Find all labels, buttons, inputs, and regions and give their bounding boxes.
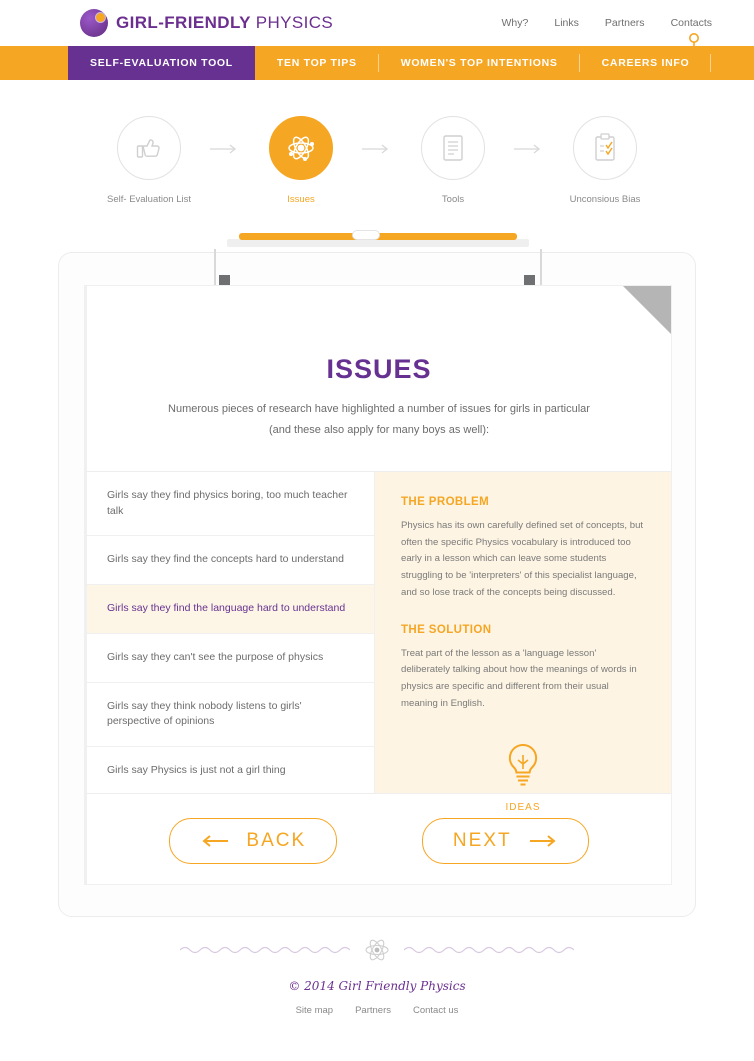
nav-tab-self-evaluation-tool[interactable]: SELF-EVALUATION TOOL xyxy=(68,46,255,80)
issues-panels xyxy=(87,471,671,813)
intro-text xyxy=(87,399,671,441)
intro-line-1: Numerous pieces of research have highlighted a number of issues for girls in particular xyxy=(168,403,590,415)
footer-link-partners[interactable]: Partners xyxy=(355,1005,391,1016)
solution-text: Treat part of the lesson as a 'language lesson' deliberately talking about how the meanings of words in physics are specific and different from their usual meaning in English. xyxy=(401,647,637,710)
nav-tab-womens-top-intentions[interactable]: WOMEN'S TOP INTENTIONS xyxy=(379,46,580,80)
atom-icon xyxy=(284,131,318,165)
nav-tab-careers-info[interactable]: CAREERS INFO xyxy=(580,46,712,80)
atom-icon xyxy=(360,935,394,965)
arrow-right-icon xyxy=(528,834,558,848)
document-icon xyxy=(439,132,467,164)
copyright-text: © 2014 Girl Friendly Physics xyxy=(288,979,466,993)
stick-figure-icon xyxy=(682,32,706,80)
footer-ornament xyxy=(0,935,754,965)
list-item-selected[interactable]: Girls say they find the language hard to understand xyxy=(87,585,374,634)
step-arrow-1 xyxy=(203,116,247,154)
thumbs-up-icon xyxy=(134,133,164,163)
atom-logo-icon xyxy=(80,9,108,37)
step-label-1: Self- Evaluation List xyxy=(107,194,191,205)
footer-link-site-map[interactable]: Site map xyxy=(295,1005,334,1016)
tool-panel xyxy=(58,252,696,917)
problem-text: Physics has its own carefully defined set of concepts, but often the specific Physics vocabulary is introduced too early in a lesson which can leave some students struggling to be 'interpreters' of this specialist language, and so lose track of the concepts being discussed. xyxy=(401,519,644,598)
progress-stepper xyxy=(0,80,754,205)
arrow-left-icon xyxy=(200,834,230,848)
step-label-2: Issues xyxy=(287,194,315,205)
problem-heading: THE PROBLEM xyxy=(401,495,490,508)
topnav-item-why[interactable]: Why? xyxy=(501,17,529,29)
step-arrow-2 xyxy=(355,116,399,154)
list-item[interactable]: Girls say Physics is just not a girl thing xyxy=(107,764,286,777)
next-button-label: NEXT xyxy=(452,830,512,852)
step-circle-4 xyxy=(573,116,637,180)
main-navigation-bar xyxy=(0,46,754,80)
content-sheet xyxy=(84,285,672,885)
page-fold-corner xyxy=(623,286,671,334)
step-circle-1 xyxy=(117,116,181,180)
step-tools[interactable] xyxy=(399,116,507,205)
back-button[interactable] xyxy=(169,818,337,864)
nav-tab-ten-top-tips[interactable]: TEN TOP TIPS xyxy=(255,46,379,80)
topnav-item-partners[interactable]: Partners xyxy=(604,17,645,29)
step-arrow-3 xyxy=(507,116,551,154)
squiggle-left-icon xyxy=(180,944,350,956)
issues-list xyxy=(87,472,375,793)
ideas-label: IDEAS xyxy=(505,801,541,813)
clipboard-check-icon xyxy=(591,132,619,164)
clamp-bar-back xyxy=(227,239,529,247)
step-circle-2 xyxy=(269,116,333,180)
top-utility-nav xyxy=(502,17,732,29)
site-header xyxy=(0,0,754,46)
site-logo[interactable] xyxy=(80,9,333,37)
list-item[interactable]: Girls say they can't see the purpose of physics xyxy=(87,634,374,683)
list-item[interactable]: Girls say they think nobody listens to girls' perspective of opinions xyxy=(87,683,374,748)
solution-heading: THE SOLUTION xyxy=(401,623,492,636)
step-circle-3 xyxy=(421,116,485,180)
footer-link-contact-us[interactable]: Contact us xyxy=(412,1005,459,1016)
logo-text-part2: PHYSICS xyxy=(255,13,334,32)
logo-text xyxy=(116,13,333,33)
logo-text-part1: GIRL-FRIENDLY xyxy=(116,13,251,32)
step-label-3: Tools xyxy=(441,194,465,205)
nav-left-spacer xyxy=(0,46,68,80)
intro-line-2: (and these also apply for many boys as well): xyxy=(268,423,490,436)
step-label-4: Unconsious Bias xyxy=(569,194,641,205)
issue-detail-panel xyxy=(375,472,671,813)
content-header xyxy=(87,286,671,441)
back-button-label: BACK xyxy=(246,830,307,852)
step-unconscious-bias[interactable] xyxy=(551,116,659,205)
step-issues[interactable] xyxy=(247,116,355,205)
site-footer xyxy=(0,935,754,1016)
ideas-block[interactable] xyxy=(401,739,645,813)
clamp-knob xyxy=(352,230,380,240)
step-self-evaluation-list[interactable] xyxy=(95,116,203,205)
footer-links xyxy=(0,1005,754,1016)
lightbulb-icon xyxy=(500,739,546,789)
next-button[interactable] xyxy=(422,818,589,864)
topnav-item-links[interactable]: Links xyxy=(554,17,579,29)
squiggle-right-icon xyxy=(404,944,574,956)
list-item[interactable]: Girls say they find the concepts hard to understand xyxy=(87,536,374,585)
list-item[interactable]: Girls say they find physics boring, too much teacher talk xyxy=(87,472,374,537)
topnav-item-contacts[interactable]: Contacts xyxy=(670,17,712,29)
page-title: ISSUES xyxy=(326,354,432,384)
